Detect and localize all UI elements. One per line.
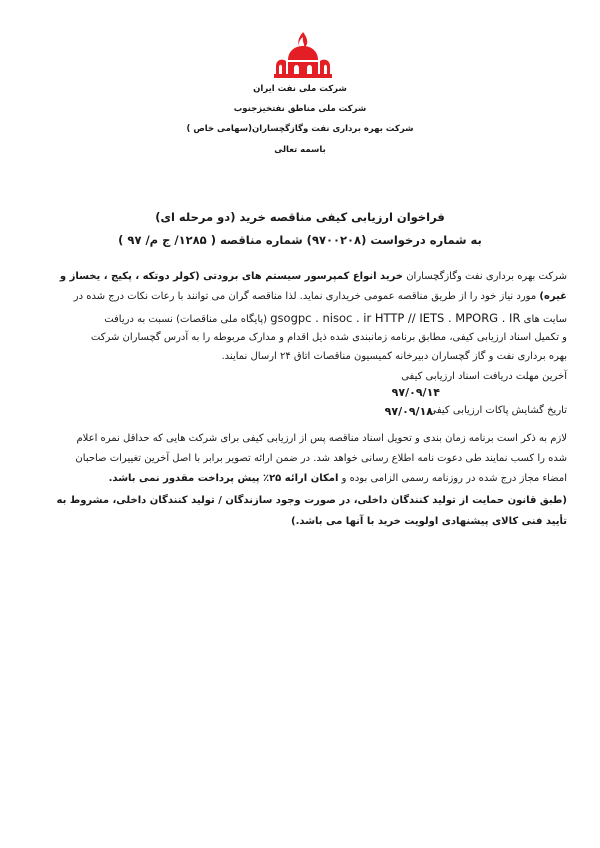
paragraph-3-line-2: تأیید فنی کالای پیشنهادی اولویت خرید با آنها می باشد.) (291, 516, 567, 527)
deadline-label: آخرین مهلت دریافت اسناد ارزیابی کیفی (401, 371, 567, 382)
paragraph-2-line-1: لازم به ذکر است برنامه زمان بندی و تحویل اسناد مناقصه پس از ارزیابی کیفی برای شرکت هایی که حداقل نمره اعلام (76, 433, 567, 444)
opening-date: ۹۷/۰۹/۱۸ (384, 405, 433, 418)
nioc-logo (272, 30, 334, 80)
paragraph-2-line-2: شده را کسب نمایند طی دعوت نامه اطلاع رسانی خواهد شد. در ضمن ارائه تصویر برابر با اصل آخرین تغییرات صاحبان (75, 453, 567, 464)
deadline-date: ۹۷/۰۹/۱۴ (391, 386, 440, 399)
paragraph-1-line-1: شرکت بهره برداری نفت وگازگچساران خرید انواع کمپرسور سیستم های برودتی (کولر دوتکه ، پکیج ، یخساز و (59, 271, 567, 282)
tender-number: به شماره درخواست (۹۷۰۰۲۰۸) شماره مناقصه ( ۱۲۸۵/ ج م/ ۹۷ ) (118, 233, 482, 247)
paragraph-3-line-1: (طبق قانون حمایت از تولید کنندگان داخلی، در صورت وجود سازندگان / تولید کنندگان داخلی، مشروط به (56, 495, 567, 506)
company-name-gachsaran: شرکت بهره برداری نفت وگازگچساران(سهامی خاص ) (186, 124, 414, 134)
paragraph-1-line-4: و تکمیل اسناد ارزیابی کیفی، مطابق برنامه زمانبندی شده ذیل اقدام و مدارک مربوطه را به آدرس گچساران شرکت (90, 332, 567, 343)
invocation: باسمه تعالی (274, 145, 326, 155)
company-name-nioc: شرکت ملی نفت ایران (253, 84, 347, 94)
paragraph-2-line-3: امضاء مجاز درج شده در روزنامه رسمی الزامی بوده و امکان ارائه ۲۵٪ پیش پرداخت مقدور نمی باشد. (108, 473, 567, 484)
tender-title: فراخوان ارزیابی کیفی مناقصه خرید (دو مرحله ای) (155, 210, 445, 224)
tender-websites: gsogpc . nisoc . ir HTTP // IETS . MPORG . IR (270, 311, 521, 325)
paragraph-1-line-3: سایت های gsogpc . nisoc . ir HTTP // IETS . MPORG . IR (پایگاه ملی مناقصات) نسبت به دریافت (104, 311, 567, 325)
company-name-nisoc: شرکت ملی مناطق نفتخیزجنوب (233, 104, 367, 114)
paragraph-1-line-5: بهره برداری نفت و گاز گچساران دبیرخانه کمیسیون مناقصات اتاق ۲۴ ارسال نمایند. (221, 351, 567, 362)
paragraph-1-line-2: غیره) مورد نیاز خود را از طریق مناقصه عمومی خریداری نماید. لذا مناقصه گران می توانند با رعات نکات درج شده در (73, 291, 567, 302)
opening-label: تاریخ گشایش پاکات ارزیابی کیفی (428, 405, 567, 416)
